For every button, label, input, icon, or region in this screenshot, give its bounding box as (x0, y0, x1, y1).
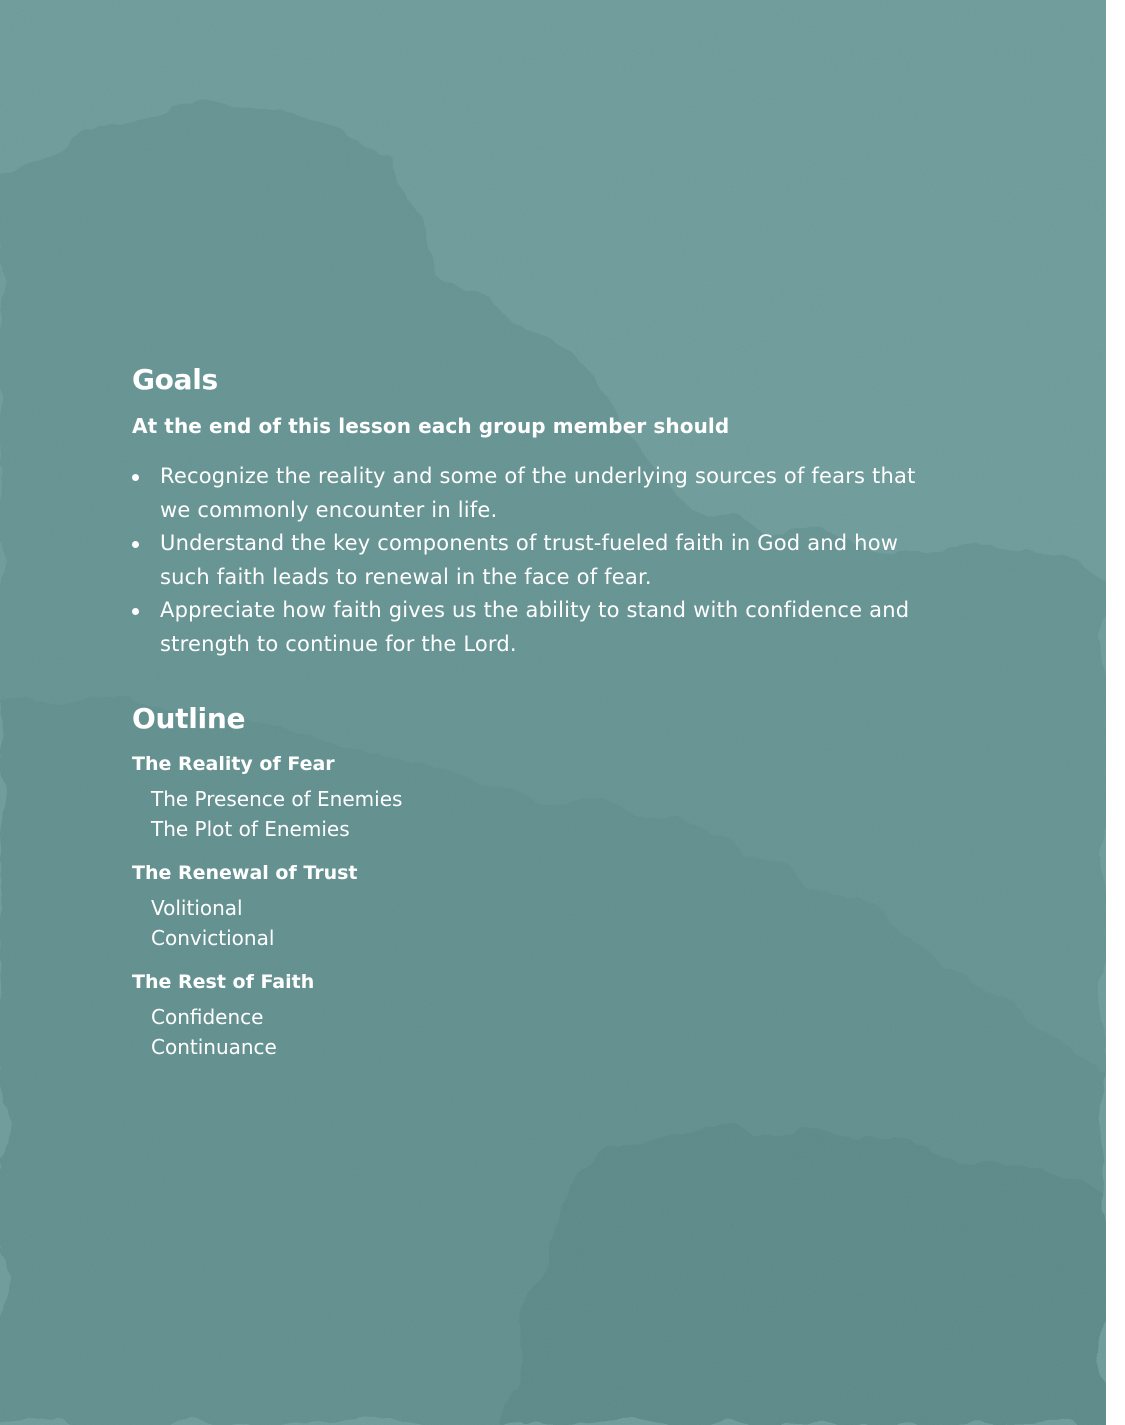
goal-item-text: Appreciate how faith gives us the ability to stand with confidence and strength to continue for the Lord. (160, 598, 910, 656)
outline-heading: Outline (132, 702, 246, 735)
goal-item-text: Understand the key components of trust-fueled faith in God and how such faith leads to renewal in the face of fear. (160, 531, 899, 589)
outline-subitem: Confidence (151, 1005, 264, 1029)
goal-item-text: Recognize the reality and some of the underlying sources of fears that we commonly encounter in life. (160, 464, 916, 522)
bullet-icon (132, 541, 139, 548)
lesson-content (132, 360, 972, 1062)
outline-subitem: Continuance (151, 1034, 277, 1059)
outline-section-title: The Rest of Faith (132, 971, 315, 993)
outline-section (132, 749, 972, 844)
outline-subitem: Convictional (151, 925, 275, 950)
outline-subitems (151, 894, 972, 953)
outline-section-title: The Reality of Fear (132, 753, 335, 775)
outline-section (132, 858, 972, 953)
bullet-icon (132, 608, 139, 615)
outline-subitems (151, 785, 972, 844)
goals-heading: Goals (132, 363, 218, 396)
outline-subitems (151, 1003, 972, 1062)
outline-subitem: Volitional (151, 896, 243, 920)
page-right-margin (1106, 0, 1125, 1425)
goals-intro: At the end of this lesson each group member should (132, 414, 730, 438)
goal-item (132, 594, 950, 661)
outline-section-title: The Renewal of Trust (132, 862, 358, 884)
goal-item (132, 460, 950, 527)
goals-list (132, 460, 972, 661)
outline-subitem: The Plot of Enemies (151, 816, 350, 841)
goal-item (132, 527, 950, 594)
outline-section (132, 967, 972, 1062)
outline-subitem: The Presence of Enemies (151, 787, 403, 811)
bullet-icon (132, 474, 139, 481)
